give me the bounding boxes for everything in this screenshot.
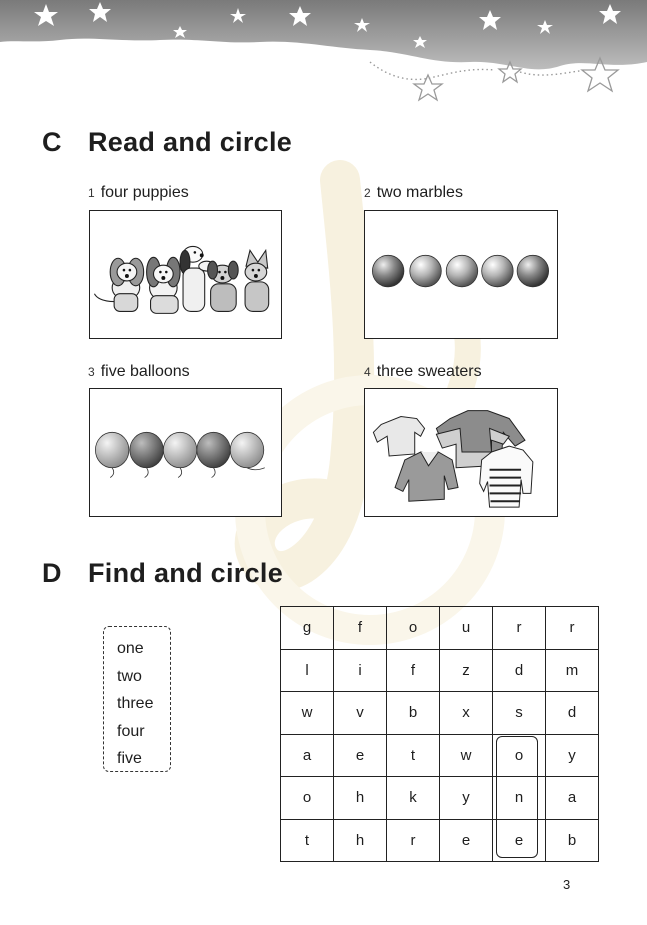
grid-row [281, 607, 599, 650]
item-text: three sweaters [376, 363, 482, 380]
grid-cell[interactable]: u [440, 607, 493, 650]
grid-cell[interactable]: e [493, 819, 546, 862]
grid-cell[interactable]: o [281, 777, 334, 820]
item-text: five balloons [100, 363, 190, 380]
grid-cell[interactable]: m [546, 649, 599, 692]
found-word-circle [496, 736, 538, 858]
grid-cell[interactable]: t [387, 734, 440, 777]
balloon-icon [90, 389, 281, 516]
balloons-picture[interactable] [89, 388, 282, 517]
item-number: 2 [364, 186, 371, 200]
section-d-title [42, 558, 283, 589]
page-number: 3 [563, 877, 571, 892]
grid-cell[interactable]: e [440, 819, 493, 862]
grid-cell[interactable]: h [334, 777, 387, 820]
section-c-letter: C [42, 127, 62, 157]
item-3-label [88, 363, 190, 381]
item-1-label [88, 184, 189, 202]
grid-cell[interactable]: i [334, 649, 387, 692]
star-banner-icon [0, 0, 647, 110]
grid-row [281, 734, 599, 777]
puppy-icon [90, 211, 281, 338]
grid-cell[interactable]: f [387, 649, 440, 692]
grid-cell[interactable]: l [281, 649, 334, 692]
word-list-item: five [117, 750, 142, 767]
grid-cell[interactable]: s [493, 692, 546, 735]
word-list-item: four [117, 722, 145, 740]
grid-cell[interactable]: y [546, 734, 599, 777]
item-2-label [364, 184, 463, 202]
item-text: four puppies [100, 184, 189, 201]
word-list-item: three [117, 695, 154, 712]
grid-cell[interactable]: r [387, 819, 440, 862]
section-c-title [42, 127, 292, 158]
grid-cell[interactable]: w [440, 734, 493, 777]
marbles-picture[interactable] [364, 210, 558, 339]
word-list-item: one [117, 640, 144, 657]
grid-cell[interactable]: o [493, 734, 546, 777]
grid-cell[interactable]: r [493, 607, 546, 650]
sweaters-picture[interactable] [364, 388, 558, 517]
word-search-grid [280, 606, 599, 862]
grid-cell[interactable]: d [493, 649, 546, 692]
grid-cell[interactable]: a [281, 734, 334, 777]
grid-cell[interactable]: a [546, 777, 599, 820]
grid-cell[interactable]: k [387, 777, 440, 820]
grid-cell[interactable]: y [440, 777, 493, 820]
grid-cell[interactable]: d [546, 692, 599, 735]
grid-cell[interactable]: o [387, 607, 440, 650]
grid-cell[interactable]: f [334, 607, 387, 650]
grid-cell[interactable]: w [281, 692, 334, 735]
grid-cell[interactable]: g [281, 607, 334, 650]
grid-row [281, 819, 599, 862]
section-c-heading: Read and circle [88, 127, 293, 157]
grid-cell[interactable]: v [334, 692, 387, 735]
grid-cell[interactable]: e [334, 734, 387, 777]
section-d-heading: Find and circle [88, 558, 284, 588]
sweater-icon [365, 389, 557, 516]
word-list [103, 626, 171, 772]
grid-cell[interactable]: b [546, 819, 599, 862]
grid-row [281, 777, 599, 820]
grid-cell[interactable]: x [440, 692, 493, 735]
word-list-item: two [117, 667, 142, 685]
marble-icon [365, 211, 557, 338]
grid-cell[interactable]: r [546, 607, 599, 650]
grid-cell[interactable]: z [440, 649, 493, 692]
grid-row [281, 649, 599, 692]
puppies-picture[interactable] [89, 210, 282, 339]
grid-cell[interactable]: t [281, 819, 334, 862]
item-number: 3 [88, 365, 95, 379]
grid-row [281, 692, 599, 735]
section-d-letter: D [42, 558, 62, 588]
item-number: 1 [88, 186, 95, 200]
item-text: two marbles [376, 184, 463, 201]
item-4-label [364, 363, 482, 381]
item-number: 4 [364, 365, 371, 379]
grid-cell[interactable]: h [334, 819, 387, 862]
grid-cell[interactable]: n [493, 777, 546, 820]
grid-cell[interactable]: b [387, 692, 440, 735]
